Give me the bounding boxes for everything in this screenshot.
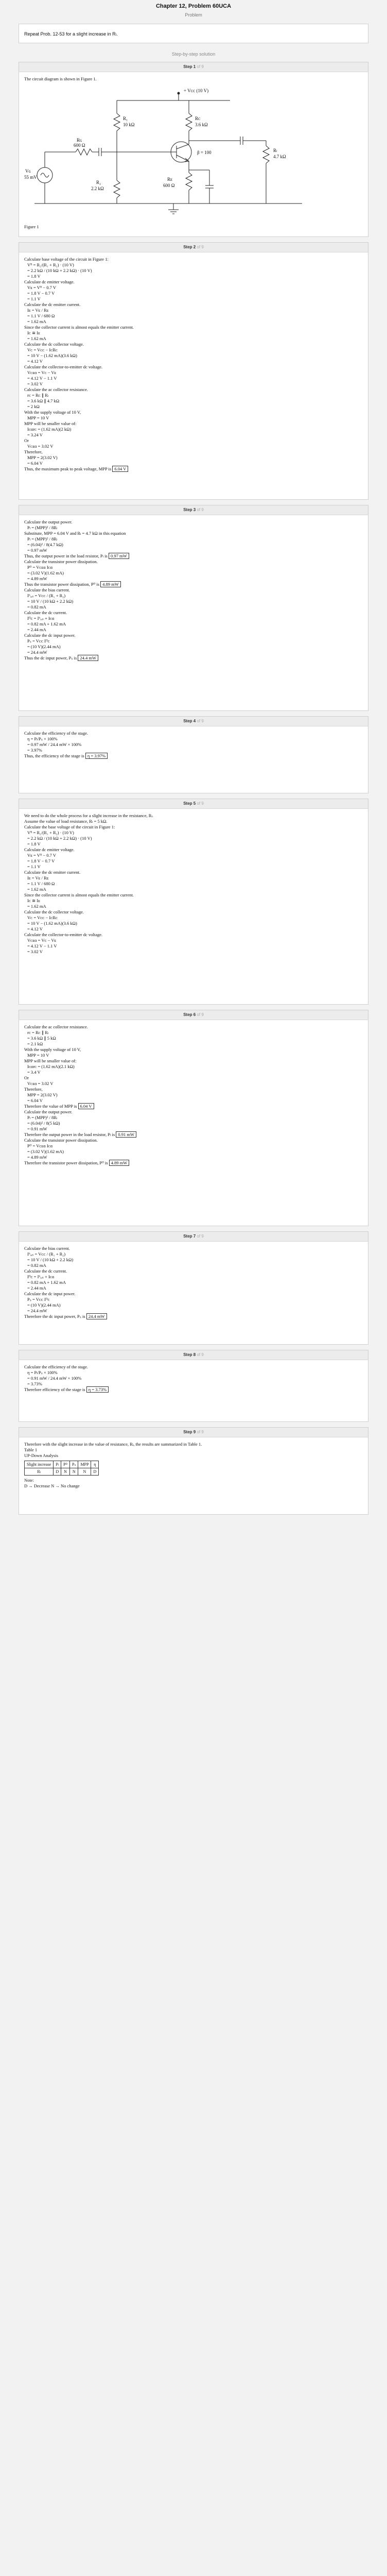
equation: = 0.97 mW [27, 548, 47, 553]
equation: = (10 V)(2.44 mA) [27, 644, 61, 649]
equation: Iᴄɑrᴄ = (1.62 mA)(2.1 kΩ) [27, 1064, 75, 1069]
summary-table [24, 1461, 99, 1476]
rc-label: Rᴄ [195, 116, 201, 121]
equation: = 10 V / (10 kΩ + 2.2 kΩ) [27, 599, 74, 604]
equation: = 24.4 mW [27, 1308, 47, 1313]
step-label: Step 5 [183, 801, 196, 806]
equation: Iᴄ ≅ Iᴇ [27, 330, 40, 335]
re-value: 600 Ω [163, 183, 175, 188]
step-label: Step 7 [183, 1234, 196, 1239]
table-cell: N [70, 1468, 78, 1476]
rc-value: 3.6 kΩ [195, 122, 208, 127]
result-text: Therefore the transistor power dissipation, Pᴰ is [24, 1160, 108, 1165]
rl-value: 4.7 kΩ [273, 154, 286, 159]
equation: = 2.1 kΩ [27, 1041, 43, 1046]
note-label: Note: [24, 1478, 34, 1483]
step-text: The circuit diagram is shown in Figure 1. [24, 76, 97, 81]
equation: = 1.62 mA [27, 336, 46, 341]
step-header [19, 505, 368, 515]
problem-text: Repeat Prob. 12-53 for a slight increase in Rₗ. [24, 31, 118, 37]
step-text: Substitute, MPP = 6.04 V and Rₗ = 4.7 kΩ in this equation [24, 531, 126, 536]
equation: Vᴄᴇɑ = Vᴄ − Vᴇ [27, 938, 57, 943]
equation: = 6.04 V [27, 461, 43, 466]
equation: = 3.24 V [27, 432, 43, 437]
equation: = 2 kΩ [27, 404, 40, 409]
step-text: Calculate the dc current. [24, 1268, 67, 1274]
equation: = 0.82 mA [27, 1263, 46, 1268]
result-box: 0.97 mW [109, 553, 129, 559]
equation: = 4.12 V − 1.1 V [27, 376, 57, 381]
table-header-cell: MPP [78, 1461, 91, 1468]
step-label: Step 8 [183, 1352, 196, 1357]
equation: = 3.97% [27, 748, 42, 753]
circuit-diagram [24, 85, 312, 224]
result-text: Therefore efficiency of the stage is [24, 1387, 85, 1392]
vg-label: Vɢ [25, 168, 31, 174]
step-text: Calculate the collector-to-emitter dc voltage. [24, 932, 103, 937]
step-text: Since the collector current is almost equals the emitter current. [24, 325, 134, 330]
result-text: Thus, the efficiency of the stage is [24, 753, 84, 758]
result-text: Thus, the output power in the load resistor, Pₗ is [24, 553, 108, 558]
equation: = 0.82 mA + 1.62 mA [27, 1280, 66, 1285]
step-text: Therefore with the slight increase in the value of resistance, Rₗ, the results are summarized in Table 1. [24, 1442, 202, 1447]
step-text: Calculate the bias current. [24, 1246, 70, 1251]
step-header [19, 717, 368, 726]
equation: = 2.44 mA [27, 1285, 46, 1291]
page-header [0, 0, 387, 16]
equation: = 3.02 V [27, 949, 43, 954]
step-text: With the supply voltage of 10 V, [24, 410, 81, 415]
equation: = 0.91 mW / 24.4 mW × 100% [27, 1376, 82, 1381]
step-result [24, 582, 363, 587]
step-text: Calculate the base voltage of the circuit in Figure 1: [24, 824, 115, 829]
equation: = 4.12 V − 1.1 V [27, 943, 57, 948]
equation: η = Pₗ/Pₛ × 100% [27, 1370, 58, 1375]
step-count: of 9 [197, 245, 204, 249]
table-header-cell: Slight increase [25, 1461, 54, 1468]
step-text: Or [24, 1075, 29, 1080]
equation: = 0.82 mA + 1.62 mA [27, 621, 66, 626]
equation: Pᴰ = Vᴄᴇɑ Iᴄɑ [27, 565, 53, 570]
ac-source-icon [41, 173, 49, 177]
r1-value: 10 kΩ [123, 122, 135, 127]
step-1 [19, 62, 368, 237]
table-caption: Table 1 [24, 1447, 38, 1452]
step-3 [19, 505, 368, 711]
step-label: Step 3 [183, 507, 196, 512]
result-box: 24.4 mW [86, 1313, 107, 1319]
equation: = 10 V − (1.62 mA)(3.6 kΩ) [27, 353, 77, 358]
equation: MPP = 2(3.02 V) [27, 455, 58, 460]
step-text: Calculate dc emitter voltage. [24, 847, 75, 852]
step-text: Calculate the transistor power dissipation. [24, 559, 98, 564]
equation: = 4.12 V [27, 359, 43, 364]
equation: = 1.62 mA [27, 904, 46, 909]
equation: = 10 V − (1.62 mA)(3.6 kΩ) [27, 921, 77, 926]
equation: MPP = 10 V [27, 415, 49, 420]
result-box: η = 3.73% [86, 1386, 109, 1393]
result-box: 4.89 mW [100, 581, 121, 587]
equation: Vᴄ = Vᴄᴄ − IᴄRᴄ [27, 347, 58, 352]
step-result [24, 466, 363, 472]
step-count: of 9 [197, 64, 204, 69]
equation: = 6.04 V [27, 1098, 43, 1103]
result-box: η = 3.97% [85, 753, 108, 759]
result-box: 6.04 V [78, 1103, 94, 1109]
step-label: Step 2 [183, 245, 196, 249]
result-box: 6.04 V [112, 466, 128, 472]
table-header-cell: η [91, 1461, 99, 1468]
table-header-cell: Pᴰ [61, 1461, 70, 1468]
step-result [24, 1160, 363, 1166]
equation: = 24.4 mW [27, 650, 47, 655]
table-cell: N [61, 1468, 70, 1476]
table-header-cell: Pₗ [54, 1461, 61, 1468]
step-header [19, 1428, 368, 1437]
step-text: Calculate the dc input power. [24, 633, 76, 638]
r1-label: R₁ [123, 116, 128, 121]
step-text: Calculate the dc emitter current. [24, 870, 81, 875]
equation: Iᴰᴄ = Iᵇᵢₐₛ + Iᴄɑ [27, 1274, 55, 1279]
equation: MPP = 2(3.02 V) [27, 1092, 58, 1097]
step-result [24, 553, 363, 559]
equation: Iᴇ = Vᴇ / Rᴇ [27, 875, 49, 880]
step-header [19, 1350, 368, 1360]
equation: = (3.02 V)(1.62 mA) [27, 1149, 64, 1154]
equation: = 1.1 V / 680 Ω [27, 881, 55, 886]
step-text: MPP will be smaller value of: [24, 421, 77, 426]
equation: = 1.1 V / 680 Ω [27, 313, 55, 318]
result-box: 0.91 mW [116, 1131, 136, 1138]
step-text: Calculate base voltage of the circuit in Figure 1: [24, 257, 109, 262]
equation: Pₗ = (MPP)² / 8Rₗ [27, 525, 58, 530]
step-count: of 9 [197, 1234, 204, 1239]
step-text: Calculate the dc collector voltage. [24, 909, 84, 914]
r2-value: 2.2 kΩ [91, 186, 104, 191]
result-box: 24.4 mW [78, 655, 98, 661]
step-text: Calculate the dc current. [24, 610, 67, 615]
equation: Vᴄᴇɑ = 3.02 V [27, 1081, 54, 1086]
equation: = (10 V)(2.44 mA) [27, 1302, 61, 1308]
step-count: of 9 [197, 801, 204, 806]
equation: = 4.89 mW [27, 576, 47, 581]
equation: = (6.04)² / 8(4.7 kΩ) [27, 542, 63, 547]
equation: Vᴮ = R₂/(R₁ + R₂) · (10 V) [27, 262, 74, 267]
step-text: Since the collector current is almost equals the emitter current. [24, 892, 134, 897]
figure-caption: Figure 1 [24, 224, 39, 229]
step-6 [19, 1010, 368, 1226]
equation: = (3.02 V)(1.62 mA) [27, 570, 64, 575]
equation: = 3.73% [27, 1381, 42, 1386]
solution-title: Step-by-step solution [171, 52, 216, 57]
note-text: D → Decrease N → No change [24, 1483, 80, 1488]
equation: = 3.4 V [27, 1070, 41, 1075]
step-text: Therefore, [24, 1087, 43, 1092]
step-label: Step 9 [183, 1430, 196, 1434]
equation: Iᴇ = Vᴇ / Rᴇ [27, 308, 49, 313]
vg-value: 55 mV [24, 175, 37, 180]
equation: η = Pₗ/Pₛ × 100% [27, 736, 58, 741]
rg-label: Rɢ [77, 138, 82, 143]
step-header [19, 799, 368, 809]
equation: Pₛ = Vᴄᴄ Iᴰᴄ [27, 638, 50, 643]
step-text: Calculate the output power. [24, 519, 73, 524]
step-4 [19, 716, 368, 793]
equation: Iᴰᴄ = Iᵇᵢₐₛ + Iᴄɑ [27, 616, 55, 621]
step-result [24, 753, 363, 759]
equation: Vᴄᴇɑ = Vᴄ − Vᴇ [27, 370, 57, 375]
step-count: of 9 [197, 507, 204, 512]
step-text: Assume the value of load resistance, Rₗ = 5 kΩ. [24, 819, 108, 824]
step-header [19, 1232, 368, 1242]
step-label: Step 6 [183, 1012, 196, 1017]
step-text: Calculate the dc emitter current. [24, 302, 81, 307]
step-text: Calculate dc emitter voltage. [24, 279, 75, 284]
result-text: Thus the dc input power, Pₛ is [24, 655, 77, 660]
step-text: Calculate the efficiency of the stage. [24, 1364, 88, 1369]
step-5 [19, 799, 368, 1005]
table-cell: Rₗ [25, 1468, 54, 1476]
step-text: Therefore, [24, 449, 43, 454]
equation: = 0.97 mW / 24.4 mW × 100% [27, 742, 82, 747]
equation: Pₗ = (MPP)² / 8Rₗ [27, 536, 58, 541]
equation: = 4.12 V [27, 926, 43, 931]
table-header-cell: Pₛ [70, 1461, 78, 1468]
equation: = 3.6 kΩ ∥ 4.7 kΩ [27, 398, 60, 403]
step-result [24, 1387, 363, 1393]
result-text: Therefore the dc input power, Pₛ is [24, 1314, 85, 1319]
equation: = 1.62 mA [27, 319, 46, 324]
step-text: Calculate the ac collector resistance. [24, 1024, 88, 1029]
step-7 [19, 1231, 368, 1345]
result-text: Therefore the output power in the load resistor, Pₗ is [24, 1132, 115, 1137]
equation: = 2.2 kΩ / (10 kΩ + 2.2 kΩ) · (10 V) [27, 836, 92, 841]
equation: = 1.8 V − 0.7 V [27, 291, 55, 296]
equation: Iᵇᵢₐₛ = Vᴄᴄ / (R₁ + R₂) [27, 593, 66, 598]
step-result [24, 1104, 363, 1109]
step-header [19, 243, 368, 252]
equation: Vᴇ = Vᴮ − 0.7 V [27, 285, 57, 290]
rg-value: 600 Ω [74, 143, 85, 148]
vcc-label: + Vᴄᴄ (10 V) [184, 88, 209, 93]
step-text: With the supply voltage of 10 V, [24, 1047, 81, 1052]
equation: Vᴄ = Vᴄᴄ − IᴄRᴄ [27, 915, 58, 920]
step-text: We need to do the whole process for a slight increase in the resistance, Rₗ. [24, 813, 153, 818]
rl-label: Rₗ [273, 148, 277, 153]
page-title: Chapter 12, Problem 60UCA [155, 3, 232, 9]
r2-label: R₂ [96, 180, 101, 185]
step-text: Calculate the dc collector voltage. [24, 342, 84, 347]
step-text: Or [24, 438, 29, 443]
step-count: of 9 [197, 1012, 204, 1017]
step-result [24, 1132, 363, 1138]
result-text: Therefore the value of MPP is [24, 1104, 77, 1109]
equation: Vᴮ = R₂/(R₁ + R₂) · (10 V) [27, 830, 74, 835]
result-box: 4.89 mW [109, 1160, 130, 1166]
step-result [24, 655, 363, 661]
result-text: Thus, the maximum peak to peak voltage, MPP is [24, 466, 112, 471]
step-count: of 9 [197, 1352, 204, 1357]
table-cell: D [54, 1468, 61, 1476]
step-result [24, 1314, 363, 1319]
equation: = 1.1 V [27, 296, 41, 301]
table-row [25, 1468, 99, 1476]
equation: = 1.62 mA [27, 887, 46, 892]
equation: = 1.8 V − 0.7 V [27, 858, 55, 863]
equation: Pᴰ = Vᴄᴇɑ Iᴄɑ [27, 1143, 53, 1148]
problem-card [19, 24, 368, 43]
equation: Iᴄɑrᴄ = (1.62 mA)(2 kΩ) [27, 427, 72, 432]
step-text: Calculate the output power. [24, 1109, 73, 1114]
step-count: of 9 [197, 719, 204, 723]
equation: = 1.8 V [27, 274, 41, 279]
equation: = (6.04)² / 8(5 kΩ) [27, 1121, 60, 1126]
equation: = 10 V / (10 kΩ + 2.2 kΩ) [27, 1257, 74, 1262]
equation: = 2.44 mA [27, 627, 46, 632]
beta-label: β = 100 [197, 150, 212, 155]
step-8 [19, 1350, 368, 1422]
table-header-row [25, 1461, 99, 1468]
table-title: UP-Down Analysis [24, 1453, 58, 1458]
step-label: Step 4 [183, 719, 196, 723]
equation: Vᴄᴇɑ = 3.02 V [27, 444, 54, 449]
equation: Vᴇ = Vᴮ − 0.7 V [27, 853, 57, 858]
step-text: Calculate the transistor power dissipation. [24, 1138, 98, 1143]
step-text: Calculate the ac collector resistance. [24, 387, 88, 392]
equation: Pₛ = Vᴄᴄ Iᴰᴄ [27, 1297, 50, 1302]
equation: Iᴄ ≅ Iᴇ [27, 898, 40, 903]
equation: Iᵇᵢₐₛ = Vᴄᴄ / (R₁ + R₂) [27, 1251, 66, 1257]
equation: = 1.8 V [27, 841, 41, 846]
equation: = 0.91 mW [27, 1126, 47, 1131]
equation: = 1.1 V [27, 864, 41, 869]
step-2 [19, 242, 368, 500]
equation: = 3.02 V [27, 381, 43, 386]
table-cell: N [78, 1468, 91, 1476]
page-subtitle: Problem [185, 12, 202, 18]
step-header [19, 1010, 368, 1020]
table-cell: D [91, 1468, 99, 1476]
step-text: Calculate the efficiency of the stage. [24, 731, 88, 736]
step-text: Calculate the bias current. [24, 587, 70, 592]
re-label: Rᴇ [167, 177, 173, 182]
step-header [19, 62, 368, 72]
equation: = 4.89 mW [27, 1155, 47, 1160]
equation: rᴄ = Rᴄ ∥ Rₗ [27, 393, 49, 398]
step-9 [19, 1427, 368, 1515]
step-text: MPP will be smaller value of: [24, 1058, 77, 1063]
step-count: of 9 [197, 1430, 204, 1434]
step-text: Calculate the dc input power. [24, 1291, 76, 1296]
equation: = 3.6 kΩ ∥ 5 kΩ [27, 1036, 56, 1041]
step-text: Calculate the collector-to-emitter dc voltage. [24, 364, 103, 369]
result-text: Thus the transistor power dissipation, Pᴰ is [24, 582, 100, 587]
equation: rᴄ = Rᴄ ∥ Rₗ [27, 1030, 49, 1035]
step-label: Step 1 [183, 64, 196, 69]
equation: MPP = 10 V [27, 1053, 49, 1058]
equation: = 2.2 kΩ / (10 kΩ + 2.2 kΩ) · (10 V) [27, 268, 92, 273]
equation: Pₗ = (MPP)² / 8Rₗ [27, 1115, 58, 1120]
equation: = 0.82 mA [27, 604, 46, 609]
